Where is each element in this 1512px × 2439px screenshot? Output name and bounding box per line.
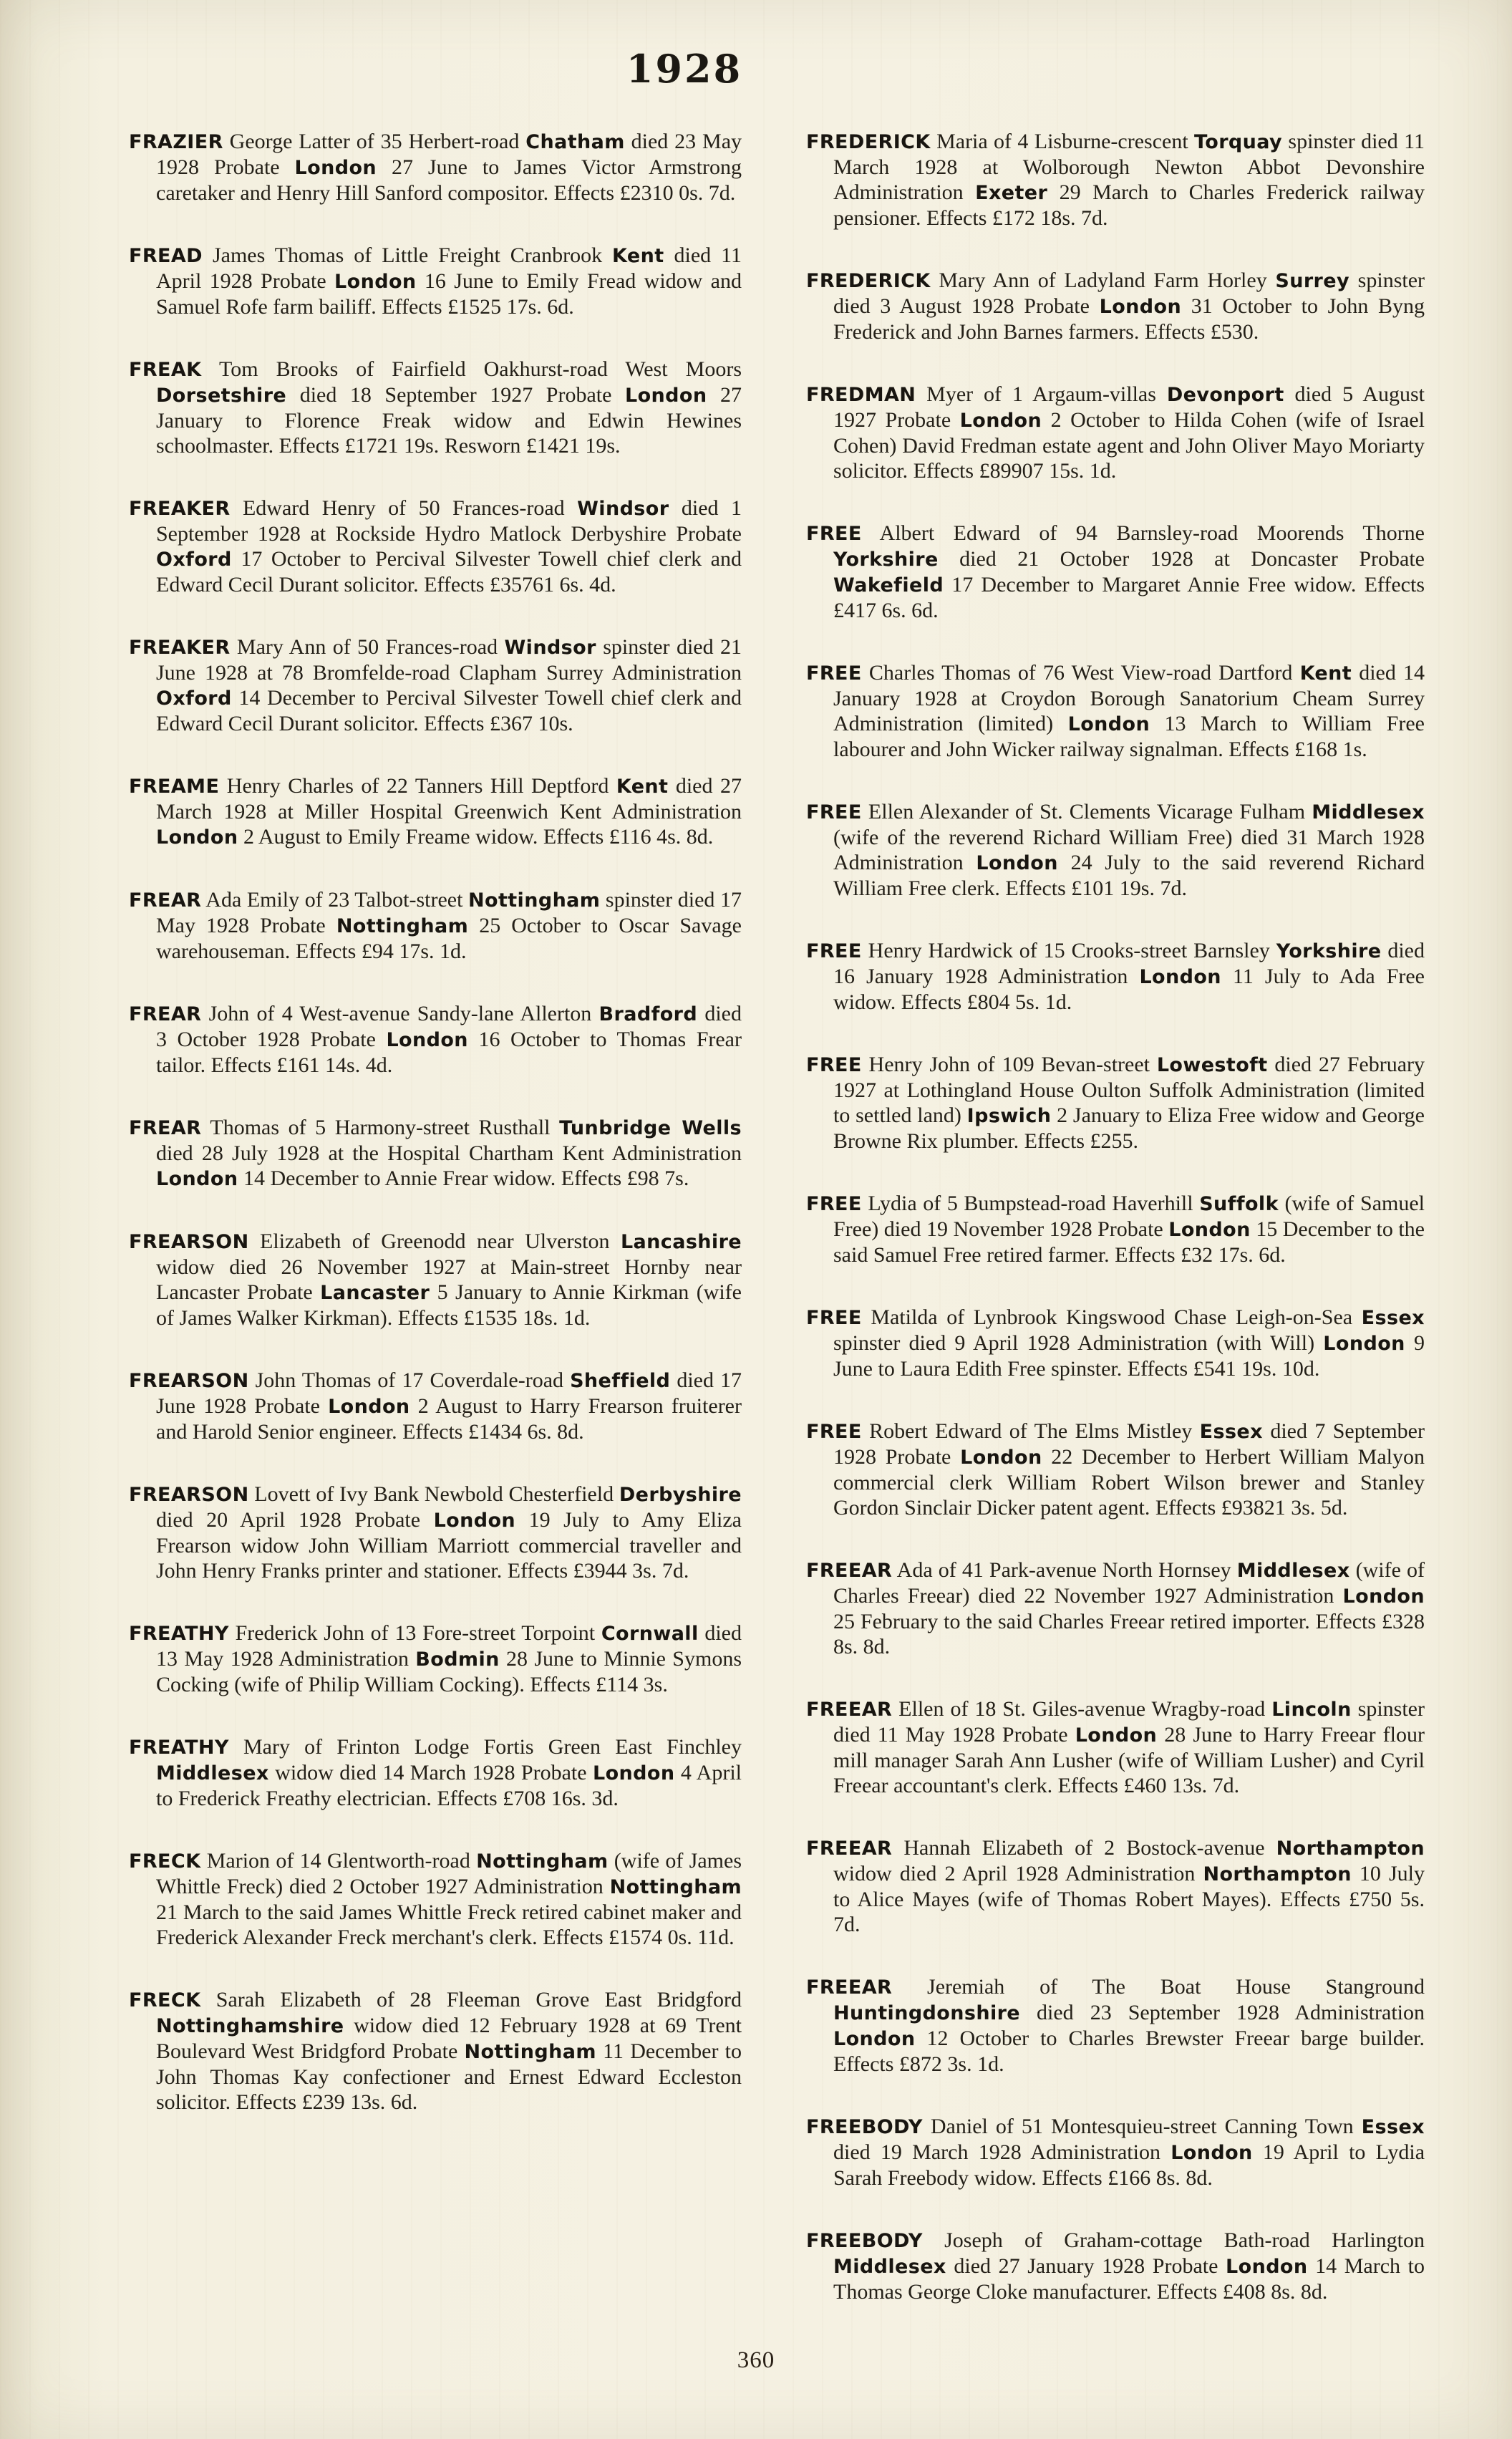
probate-entry: [129, 1482, 742, 1583]
entry-text: 11 July to Ada Free widow. Effects £804 5s. 1d.: [833, 965, 1425, 1014]
entry-text: 25 February to the said Charles Freear retired importer. Effects £328 8s. 8d.: [833, 1610, 1425, 1658]
entry-text: 17 October to Percival Silvester Towell chief clerk and Edward Cecil Durant solicitor. Effects £35761 6s. 4d.: [156, 547, 742, 597]
probate-entry: [129, 1848, 742, 1950]
bold-text: FRAZIER: [129, 131, 223, 153]
bold-text: FRECK: [129, 1989, 201, 2011]
entry-text: widow died 26 November 1927 at Main-street Hornby near Lancaster Probate: [156, 1255, 742, 1304]
entry-text: spinster died 17 May 1928 Probate: [156, 888, 742, 937]
entry-text: 17 December to Margaret Annie Free widow. Effects £417 6s. 6d.: [833, 573, 1425, 622]
bold-text: FREEAR: [806, 1837, 893, 1860]
entry-text: died 20 April 1928 Probate: [156, 1508, 434, 1532]
entry-text: died 23 September 1928 Administration: [1020, 2001, 1425, 2024]
bold-text: FREE: [806, 940, 862, 962]
bold-text: London: [1226, 2256, 1308, 2278]
bold-text: Nottingham: [476, 1850, 609, 1873]
entry-text: Edward Henry of 50 Frances-road: [230, 496, 578, 520]
entry-text: Elizabeth of Greenodd near Ulverston: [248, 1230, 621, 1253]
probate-entry: [806, 521, 1425, 623]
bold-text: Surrey: [1275, 270, 1349, 292]
entry-text: 19 April to Lydia Sarah Freebody widow. Effects £166 8s. 8d.: [833, 2140, 1425, 2190]
bold-text: Wakefield: [833, 574, 944, 597]
bold-text: FREAR: [129, 1117, 202, 1139]
entry-text: Albert Edward of 94 Barnsley-road Moorends Thorne: [861, 521, 1425, 545]
probate-entry: [129, 1368, 742, 1444]
bold-text: London: [334, 271, 417, 293]
bold-text: FREEBODY: [806, 2116, 923, 2138]
bold-text: FREDERICK: [806, 131, 931, 153]
entry-text: 16 June to Emily Fread widow and Samuel Rofe farm bailiff. Effects £1525 17s. 6d.: [156, 269, 742, 319]
bold-text: London: [433, 1510, 516, 1532]
entry-text: died 27 January 1928 Probate: [946, 2254, 1226, 2278]
entry-text: died 27 February 1927 at Lothingland House Oulton Suffolk Administration (limited to settled land): [833, 1053, 1425, 1127]
entry-text: 13 March to William Free labourer and John Wicker railway signalman. Effects £168 1s.: [833, 712, 1425, 761]
entry-text: 14 March to Thomas George Cloke manufacturer. Effects £408 8s. 8d.: [833, 2254, 1425, 2304]
bold-text: Essex: [1199, 1421, 1263, 1443]
probate-entry: [129, 1734, 742, 1811]
entry-text: Marion of 14 Glentworth-road: [200, 1849, 477, 1873]
entry-text: 31 October to John Byng Frederick and John Barnes farmers. Effects £530.: [833, 294, 1425, 344]
bold-text: FREARSON: [129, 1370, 249, 1392]
bold-text: Essex: [1361, 2116, 1425, 2138]
probate-entry: [806, 268, 1425, 344]
entry-text: (wife of James Whittle Freck) died 2 October 1927 Administration: [156, 1849, 742, 1898]
bold-text: Huntingdonshire: [833, 2002, 1021, 2024]
bold-text: London: [1168, 1219, 1251, 1241]
bold-text: London: [156, 826, 238, 849]
entry-text: Joseph of Graham-cottage Bath-road Harlington: [922, 2228, 1425, 2252]
entry-text: died 19 March 1928 Administration: [833, 2140, 1171, 2164]
left-column: [129, 129, 742, 2152]
bold-text: London: [156, 1168, 238, 1190]
entry-text: 2 January to Eliza Free widow and George Browne Rix plumber. Effects £255.: [833, 1103, 1425, 1153]
bold-text: Tunbridge Wells: [559, 1117, 742, 1139]
entry-text: died 28 July 1928 at the Hospital Chartham Kent Administration: [156, 1141, 742, 1165]
probate-entry: [129, 1621, 742, 1697]
entry-text: Mary Ann of 50 Frances-road: [230, 635, 505, 659]
entry-text: 2 August to Harry Frearson fruiterer and Harold Senior engineer. Effects £1434 6s. 8d.: [156, 1394, 742, 1444]
entry-text: Lovett of Ivy Bank Newbold Chesterfield: [248, 1482, 619, 1506]
entry-text: Hannah Elizabeth of 2 Bostock-avenue: [892, 1836, 1276, 1860]
bold-text: Northampton: [1276, 1837, 1425, 1860]
probate-entry: [806, 660, 1425, 762]
entry-text: Ellen of 18 St. Giles-avenue Wragby-road: [892, 1697, 1272, 1721]
bold-text: London: [1099, 296, 1182, 318]
entry-text: 12 October to Charles Brewster Freear barge builder. Effects £872 3s. 1d.: [833, 2027, 1425, 2076]
entry-text: 27 June to James Victor Armstrong caretaker and Henry Hill Sanford compositor. Effects £2310 0s. 7d.: [156, 155, 742, 205]
entry-text: Jeremiah of The Boat House Stanground: [892, 1975, 1425, 1999]
entry-text: 4 April to Frederick Freathy electrician. Effects £708 16s. 3d.: [156, 1761, 742, 1810]
probate-entry: [806, 1835, 1425, 1937]
entry-text: widow died 14 March 1928 Probate: [268, 1761, 593, 1784]
bold-text: Lancashire: [620, 1231, 742, 1253]
entry-text: died 3 October 1928 Probate: [156, 1002, 742, 1051]
probate-entry: [806, 938, 1425, 1015]
probate-entry: [806, 799, 1425, 901]
bold-text: Windsor: [577, 498, 669, 520]
bold-text: FREE: [806, 1421, 862, 1443]
bold-text: FREATHY: [129, 1737, 229, 1759]
entry-text: Robert Edward of The Elms Mistley: [861, 1419, 1200, 1443]
entry-text: died 13 May 1928 Administration: [156, 1621, 742, 1671]
entry-text: widow died 2 April 1928 Administration: [833, 1862, 1203, 1885]
bold-text: FREEAR: [806, 1560, 893, 1582]
bold-text: FREEAR: [806, 1699, 893, 1721]
entry-text: Henry John of 109 Bevan-street: [861, 1053, 1157, 1076]
probate-entry: [129, 129, 742, 206]
bold-text: FREE: [806, 523, 862, 545]
entry-text: John of 4 West-avenue Sandy-lane Allerton: [201, 1002, 599, 1025]
bold-text: Ipswich: [966, 1105, 1052, 1127]
entry-text: 24 July to the said reverend Richard William Free clerk. Effects £101 19s. 7d.: [833, 851, 1425, 900]
entry-text: 11 December to John Thomas Kay confectioner and Ernest Edward Eccleston solicitor. Effects £239 13s. 6d.: [156, 2039, 742, 2114]
entry-text: 2 October to Hilda Cohen (wife of Israel Cohen) David Fredman estate agent and John Oliver Mayo Moriarty solicitor. Effects £89907 15s. 1d.: [833, 408, 1425, 483]
bold-text: Chatham: [525, 131, 625, 153]
probate-entry: [806, 382, 1425, 483]
entry-text: 2 August to Emily Freame widow. Effects £116 4s. 8d.: [238, 825, 714, 849]
entry-text: 19 July to Amy Eliza Frearson widow John William Marriott commercial traveller and John Henry Franks printer and stationer. Effects £3944 3s. 7d.: [156, 1508, 742, 1583]
entry-text: Sarah Elizabeth of 28 Fleeman Grove East Bridgford: [200, 1988, 742, 2011]
bold-text: Yorkshire: [1276, 940, 1382, 962]
bold-text: London: [1139, 966, 1221, 988]
bold-text: FREAK: [129, 359, 202, 381]
bold-text: FREAKER: [129, 498, 231, 520]
entry-text: 29 March to Charles Frederick railway pensioner. Effects £172 18s. 7d.: [833, 180, 1425, 230]
entry-text: 25 October to Oscar Savage warehouseman. Effects £94 17s. 1d.: [156, 914, 742, 963]
entry-text: Ellen Alexander of St. Clements Vicarage Fulham: [861, 800, 1312, 824]
bold-text: FREAR: [129, 889, 202, 912]
entry-text: Ada Emily of 23 Talbot-street: [201, 888, 468, 912]
bold-text: Kent: [612, 245, 664, 267]
entry-text: spinster died 11 May 1928 Probate: [833, 1697, 1425, 1747]
bold-text: Lincoln: [1271, 1699, 1352, 1721]
probate-entry: [129, 1001, 742, 1078]
bold-text: Kent: [616, 776, 669, 798]
entry-text: George Latter of 35 Herbert-road: [223, 130, 526, 153]
bold-text: FREEBODY: [806, 2230, 923, 2252]
entry-text: died 23 May 1928 Probate: [156, 130, 742, 179]
bold-text: Lowestoft: [1156, 1054, 1268, 1076]
entry-text: Henry Hardwick of 15 Crooks-street Barnsley: [861, 939, 1276, 962]
bold-text: Windsor: [504, 637, 596, 659]
bold-text: Nottinghamshire: [156, 2015, 344, 2037]
entry-text: died 21 October 1928 at Doncaster Probate: [938, 547, 1425, 571]
bold-text: FREE: [806, 662, 862, 685]
bold-text: Bradford: [598, 1003, 698, 1025]
bold-text: Derbyshire: [619, 1484, 742, 1506]
probate-entry: [129, 357, 742, 458]
bold-text: Bodmin: [415, 1648, 500, 1671]
probate-entry: [806, 1974, 1425, 2077]
entry-text: died 1 September 1928 at Rockside Hydro Matlock Derbyshire Probate: [156, 496, 742, 546]
entry-text: Frederick John of 13 Fore-street Torpoint: [228, 1621, 601, 1645]
bold-text: Nottingham: [336, 915, 469, 937]
bold-text: Exeter: [975, 182, 1048, 204]
probate-entry: [806, 1557, 1425, 1659]
bold-text: FREE: [806, 1054, 862, 1076]
probate-entry: [129, 1987, 742, 2115]
bold-text: London: [294, 157, 377, 179]
bold-text: London: [328, 1396, 410, 1418]
bold-text: Oxford: [156, 549, 232, 571]
entry-text: died 18 September 1927 Probate: [286, 383, 625, 407]
entry-text: Daniel of 51 Montesquieu-street Canning Town: [922, 2115, 1362, 2138]
bold-text: FREDMAN: [806, 384, 916, 406]
probate-entry: [806, 1305, 1425, 1381]
bold-text: London: [960, 1447, 1042, 1469]
bold-text: London: [959, 410, 1042, 432]
bold-text: FREAD: [129, 245, 203, 267]
entry-text: 9 June to Laura Edith Free spinster. Effects £541 19s. 10d.: [833, 1331, 1425, 1381]
bold-text: Suffolk: [1199, 1193, 1279, 1215]
bold-text: Sheffield: [570, 1370, 671, 1392]
entry-text: 5 January to Annie Kirkman (wife of James Walker Kirkman). Effects £1535 18s. 1d.: [156, 1280, 742, 1330]
bold-text: FREARSON: [129, 1484, 249, 1506]
entry-text: died 7 September 1928 Probate: [833, 1419, 1425, 1469]
entry-text: (wife of Charles Freear) died 22 November 1927 Administration: [833, 1558, 1425, 1608]
probate-entry: [806, 2114, 1425, 2191]
bold-text: FREE: [806, 1193, 862, 1215]
bold-text: FREAR: [129, 1003, 202, 1025]
bold-text: London: [976, 852, 1058, 874]
bold-text: FREE: [806, 801, 862, 824]
entry-text: died 11 April 1928 Probate: [156, 243, 742, 293]
bold-text: Middlesex: [1236, 1560, 1350, 1582]
probate-entry: [806, 1419, 1425, 1520]
probate-entry: [129, 1115, 742, 1192]
bold-text: FREAKER: [129, 637, 231, 659]
entry-text: Matilda of Lynbrook Kingswood Chase Leigh-on-Sea: [861, 1305, 1362, 1329]
entry-text: John Thomas of 17 Coverdale-road: [248, 1368, 571, 1392]
probate-entry: [129, 773, 742, 850]
bold-text: FRECK: [129, 1850, 201, 1873]
entry-text: Tom Brooks of Fairfield Oakhurst-road West Moors: [201, 357, 742, 381]
year-header: 1928: [626, 46, 743, 92]
bold-text: Cornwall: [601, 1623, 699, 1645]
entry-text: Charles Thomas of 76 West View-road Dartford: [861, 661, 1300, 685]
bold-text: Middlesex: [833, 2256, 946, 2278]
entry-text: Ada of 41 Park-avenue North Hornsey: [892, 1558, 1237, 1582]
bold-text: FREDERICK: [806, 270, 931, 292]
right-column: [806, 129, 1425, 2342]
entry-text: Mary of Frinton Lodge Fortis Green East Finchley: [228, 1735, 742, 1759]
bold-text: London: [1342, 1585, 1425, 1608]
bold-text: FREE: [806, 1307, 862, 1329]
entry-text: 14 December to Annie Frear widow. Effects £98 7s.: [238, 1167, 689, 1190]
bold-text: London: [386, 1029, 468, 1051]
entry-text: 28 June to Minnie Symons Cocking (wife of Philip William Cocking). Effects £114 3s.: [156, 1647, 742, 1696]
entry-text: James Thomas of Little Freight Cranbrook: [203, 243, 613, 267]
probate-entry: [129, 634, 742, 736]
probate-entry: [129, 1229, 742, 1330]
entry-text: spinster died 3 August 1928 Probate: [833, 269, 1425, 318]
bold-text: FREAME: [129, 776, 220, 798]
bold-text: London: [833, 2028, 916, 2050]
entry-text: (wife of Samuel Free) died 19 November 1928 Probate: [833, 1192, 1425, 1241]
entry-text: spinster died 11 March 1928 at Wolborough Newton Abbot Devonshire Administration: [833, 130, 1425, 204]
bold-text: London: [592, 1762, 675, 1784]
bold-text: Kent: [1299, 662, 1352, 685]
probate-entry: [806, 1696, 1425, 1798]
entry-text: widow died 12 February 1928 at 69 Trent Boulevard West Bridgford Probate: [156, 2014, 742, 2063]
bold-text: Oxford: [156, 687, 232, 710]
bold-text: London: [1171, 2142, 1253, 2164]
probate-entry: [806, 129, 1425, 231]
bold-text: FREATHY: [129, 1623, 229, 1645]
bold-text: Nottingham: [609, 1876, 742, 1898]
bold-text: FREEAR: [806, 1976, 893, 1999]
entry-text: Henry Charles of 22 Tanners Hill Deptford: [219, 774, 616, 798]
probate-entry: [129, 243, 742, 319]
entry-text: Mary Ann of Ladyland Farm Horley: [930, 269, 1276, 292]
entry-text: 28 June to Harry Freear flour mill manager Sarah Ann Lusher (wife of William Lusher) and Cyril Freear accountant's clerk. Effects £460 13s. 7d.: [833, 1723, 1425, 1797]
bold-text: FREARSON: [129, 1231, 249, 1253]
probate-entry: [129, 496, 742, 597]
entry-text: 10 July to Alice Mayes (wife of Thomas Robert Mayes). Effects £750 5s. 7d.: [833, 1862, 1425, 1936]
probate-entry: [806, 1191, 1425, 1267]
bold-text: Devonport: [1166, 384, 1284, 406]
entry-text: 22 December to Herbert William Malyon commercial clerk William Robert Wilson brewer and Stanley Gordon Sinclair Dicker patent agent. Effects £93821 3s. 5d.: [833, 1445, 1425, 1520]
probate-entry: [129, 887, 742, 964]
bold-text: Nottingham: [468, 889, 601, 912]
entry-text: died 17 June 1928 Probate: [156, 1368, 742, 1418]
entry-text: died 16 January 1928 Administration: [833, 939, 1425, 988]
bold-text: Nottingham: [464, 2041, 596, 2063]
bold-text: Middlesex: [156, 1762, 269, 1784]
bold-text: Essex: [1361, 1307, 1425, 1329]
bold-text: Lancaster: [320, 1282, 430, 1304]
bold-text: London: [1075, 1724, 1158, 1747]
entry-text: 27 January to Florence Freak widow and Edwin Hewines schoolmaster. Effects £1721 19s. Resworn £1421 19s.: [156, 383, 742, 458]
bold-text: Torquay: [1194, 131, 1283, 153]
entry-text: Myer of 1 Argaum-villas: [916, 382, 1167, 406]
bold-text: Yorkshire: [833, 549, 939, 571]
bold-text: London: [624, 385, 707, 407]
probate-entry: [806, 1052, 1425, 1154]
entry-text: 21 March to the said James Whittle Freck retired cabinet maker and Frederick Alexander Freck merchant's clerk. Effects £1574 0s. 11d.: [156, 1901, 742, 1949]
entry-text: spinster died 21 June 1928 at 78 Bromfelde-road Clapham Surrey Administration: [156, 635, 742, 685]
probate-entry: [806, 2228, 1425, 2304]
entry-text: spinster died 9 April 1928 Administration (with Will): [833, 1331, 1324, 1355]
entry-text: Thomas of 5 Harmony-street Rusthall: [201, 1116, 560, 1139]
bold-text: Northampton: [1203, 1863, 1352, 1885]
entry-text: died 27 March 1928 at Miller Hospital Greenwich Kent Administration: [156, 774, 742, 824]
page-number: 360: [737, 2347, 775, 2373]
bold-text: Dorsetshire: [156, 385, 287, 407]
bold-text: London: [1323, 1333, 1405, 1355]
bold-text: London: [1067, 713, 1150, 735]
entry-text: died 5 August 1927 Probate: [833, 382, 1425, 432]
entry-text: 16 October to Thomas Frear tailor. Effects £161 14s. 4d.: [156, 1028, 742, 1077]
entry-text: Maria of 4 Lisburne-crescent: [930, 130, 1195, 153]
entry-text: 15 December to the said Samuel Free retired farmer. Effects £32 17s. 6d.: [833, 1217, 1425, 1267]
entry-text: Lydia of 5 Bumpstead-road Haverhill: [861, 1192, 1200, 1215]
entry-text: 14 December to Percival Silvester Towell chief clerk and Edward Cecil Durant solicitor. Effects £367 10s.: [156, 686, 742, 735]
entry-text: (wife of the reverend Richard William Free) died 31 March 1928 Administration: [833, 826, 1425, 874]
entry-text: died 14 January 1928 at Croydon Borough Sanatorium Cheam Surrey Administration (limited): [833, 661, 1425, 735]
bold-text: Middlesex: [1312, 801, 1425, 824]
